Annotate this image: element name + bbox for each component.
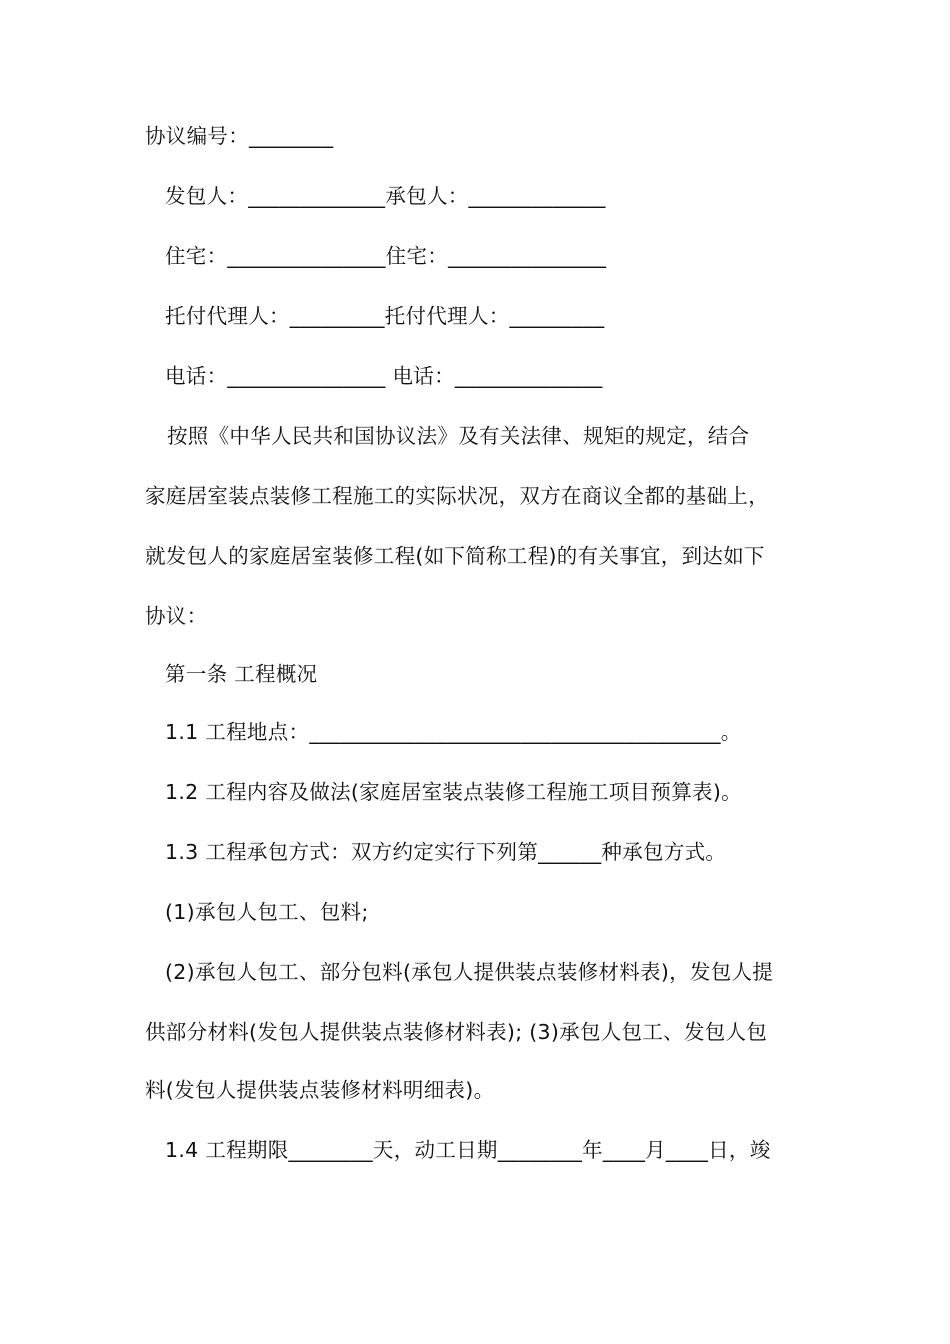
party-names-line: 发包人：_____________承包人：_____________ (165, 184, 606, 208)
preamble-line-2: 家庭居室装点装修工程施工的实际状况，双方在商议全都的基础上， (145, 484, 769, 508)
agreement-number-line: 协议编号：________ (145, 124, 334, 148)
clause-1-4: 1.4 工程期限________天，动工日期________年____月____日，竣 (165, 1138, 771, 1162)
preamble-line-1: 按照《中华人民共和国协议法》及有关法律、规矩的规定，结合 (167, 424, 750, 448)
party-phone-line: 电话：_______________ 电话：______________ (165, 364, 603, 388)
clause-1-3: 1.3 工程承包方式：双方约定实行下列第______种承包方式。 (165, 840, 727, 864)
article-1-heading: 第一条 工程概况 (165, 662, 318, 686)
option-3-line: 料(发包人提供装点装修材料明细表)。 (145, 1078, 495, 1102)
preamble-line-4: 协议： (145, 604, 208, 628)
preamble-line-3: 就发包人的家庭居室装修工程(如下简称工程)的有关事宜，到达如下 (145, 544, 765, 568)
clause-1-1: 1.1 工程地点：_______________________________________。 (165, 720, 742, 744)
option-2-line-2: 供部分材料(发包人提供装点装修材料表); (3)承包人包工、发包人包 (145, 1020, 768, 1044)
party-address-line: 住宅：_______________住宅：_______________ (165, 244, 607, 268)
option-2-line-1: (2)承包人包工、部分包料(承包人提供装点装修材料表)，发包人提 (165, 960, 774, 984)
party-agent-line: 托付代理人：_________托付代理人：_________ (165, 304, 605, 328)
option-1: (1)承包人包工、包料; (165, 900, 369, 924)
clause-1-2: 1.2 工程内容及做法(家庭居室装点装修工程施工项目预算表)。 (165, 780, 742, 804)
